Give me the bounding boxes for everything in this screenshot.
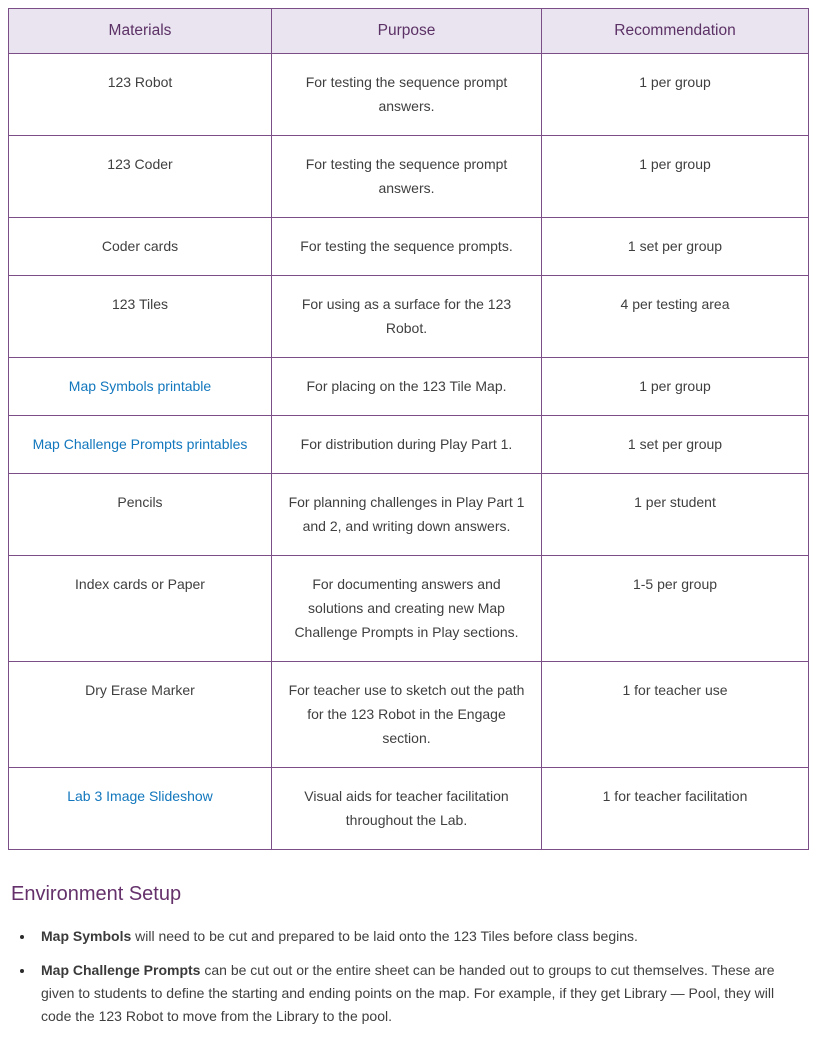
material-cell: 123 Tiles <box>9 276 272 358</box>
recommendation-cell: 1 per group <box>542 54 809 136</box>
purpose-cell: For using as a surface for the 123 Robot. <box>272 276 542 358</box>
setup-bullet-text: can be cut out or the entire sheet can be handed out to groups to cut themselves. These are given to students to define the starting and ending points on the map. For example, if they get Library — Pool, they will code the 123 Robot to move from the Library to the pool. <box>41 962 775 1024</box>
material-cell: 123 Coder <box>9 136 272 218</box>
recommendation-cell: 1 per group <box>542 136 809 218</box>
material-link[interactable]: Map Challenge Prompts printables <box>32 436 248 452</box>
material-cell <box>9 358 272 416</box>
material-cell: Index cards or Paper <box>9 556 272 662</box>
recommendation-cell: 1 for teacher facilitation <box>542 768 809 850</box>
material-link[interactable]: Map Symbols printable <box>68 378 212 394</box>
materials-table <box>8 8 809 850</box>
purpose-cell: For testing the sequence prompts. <box>272 218 542 276</box>
table-row <box>9 662 809 768</box>
material-cell <box>9 416 272 474</box>
table-row <box>9 136 809 218</box>
recommendation-cell: 1 for teacher use <box>542 662 809 768</box>
material-cell <box>9 768 272 850</box>
column-header-materials: Materials <box>9 9 272 54</box>
material-cell: Dry Erase Marker <box>9 662 272 768</box>
setup-bullet-item <box>35 959 792 1028</box>
table-row <box>9 768 809 850</box>
recommendation-cell: 1 per student <box>542 474 809 556</box>
setup-bullet-lead: Map Symbols <box>41 928 132 944</box>
purpose-cell: For placing on the 123 Tile Map. <box>272 358 542 416</box>
purpose-cell: For teacher use to sketch out the path for the 123 Robot in the Engage section. <box>272 662 542 768</box>
recommendation-cell: 1 set per group <box>542 416 809 474</box>
material-cell: Coder cards <box>9 218 272 276</box>
recommendation-cell: 1 per group <box>542 358 809 416</box>
recommendation-cell: 4 per testing area <box>542 276 809 358</box>
setup-bullet-item <box>35 925 792 948</box>
material-cell: Pencils <box>9 474 272 556</box>
environment-setup-list <box>8 925 808 1028</box>
setup-bullet-text: will need to be cut and prepared to be laid onto the 123 Tiles before class begins. <box>131 928 638 944</box>
table-row <box>9 556 809 662</box>
column-header-purpose: Purpose <box>272 9 542 54</box>
recommendation-cell: 1 set per group <box>542 218 809 276</box>
table-row <box>9 276 809 358</box>
purpose-cell: For documenting answers and solutions and creating new Map Challenge Prompts in Play sections. <box>272 556 542 662</box>
material-cell: 123 Robot <box>9 54 272 136</box>
table-row <box>9 218 809 276</box>
table-row <box>9 416 809 474</box>
recommendation-cell: 1-5 per group <box>542 556 809 662</box>
environment-setup-heading: Environment Setup <box>11 883 182 905</box>
purpose-cell: For planning challenges in Play Part 1 and 2, and writing down answers. <box>272 474 542 556</box>
table-row <box>9 54 809 136</box>
setup-bullet-lead: Map Challenge Prompts <box>41 962 201 978</box>
purpose-cell: For testing the sequence prompt answers. <box>272 54 542 136</box>
table-row <box>9 358 809 416</box>
table-header-row <box>9 9 809 54</box>
column-header-recommendation: Recommendation <box>542 9 809 54</box>
purpose-cell: For distribution during Play Part 1. <box>272 416 542 474</box>
table-row <box>9 474 809 556</box>
purpose-cell: For testing the sequence prompt answers. <box>272 136 542 218</box>
purpose-cell: Visual aids for teacher facilitation throughout the Lab. <box>272 768 542 850</box>
material-link[interactable]: Lab 3 Image Slideshow <box>67 788 213 804</box>
